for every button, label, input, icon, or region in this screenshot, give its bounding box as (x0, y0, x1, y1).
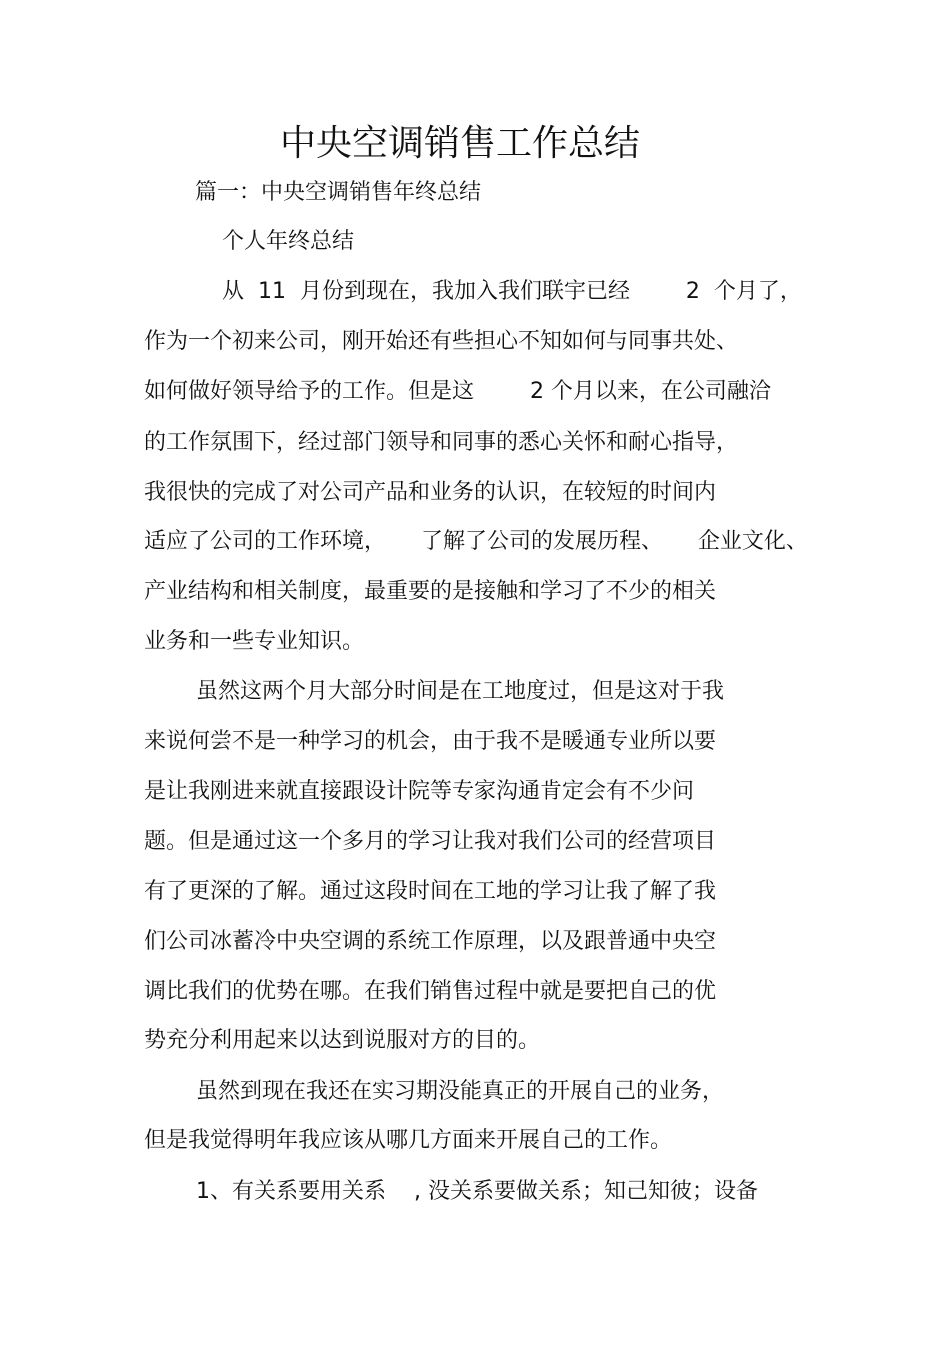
paragraph-line: 有了更深的了解。通过这段时间在工地的学习让我了解了我 (144, 879, 717, 904)
paragraph-line: 题。但是通过这一个多月的学习让我对我们公司的经营项目 (144, 829, 717, 854)
paragraph-line: 势充分利用起来以达到说服对方的目的。 (144, 1028, 541, 1053)
paragraph-line: 是让我刚进来就直接跟设计院等专家沟通肯定会有不少问 (144, 779, 695, 804)
paragraph-line: 产业结构和相关制度，最重要的是接触和学习了不少的相关 (144, 579, 717, 604)
paragraph-line: 从 11 月份到现在，我加入我们联宇已经 2 个月了， (222, 279, 802, 304)
paragraph-line: 作为一个初来公司，刚开始还有些担心不知如何与同事共处、 (144, 329, 739, 354)
paragraph-line: 们公司冰蓄冷中央空调的系统工作原理，以及跟普通中央空 (144, 929, 717, 954)
paragraph-line: 虽然到现在我还在实习期没能真正的开展自己的业务， (196, 1079, 725, 1104)
sub-heading: 个人年终总结 (222, 229, 355, 254)
chapter-heading: 篇一：中央空调销售年终总结 (195, 180, 482, 205)
paragraph-line: 1、有关系要用关系 , 没关系要做关系；知己知彼；设备 (196, 1179, 758, 1204)
paragraph-line: 但是我觉得明年我应该从哪几方面来开展自己的工作。 (144, 1128, 673, 1153)
document-title: 中央空调销售工作总结 (279, 123, 640, 164)
paragraph-line: 虽然这两个月大部分时间是在工地度过，但是这对于我 (196, 679, 725, 704)
paragraph-line: 适应了公司的工作环境， 了解了公司的发展历程、 企业文化、 (144, 529, 808, 554)
paragraph-line: 调比我们的优势在哪。在我们销售过程中就是要把自己的优 (144, 979, 717, 1004)
paragraph-line: 来说何尝不是一种学习的机会，由于我不是暖通专业所以要 (144, 729, 717, 754)
paragraph-line: 的工作氛围下，经过部门领导和同事的悉心关怀和耐心指导， (144, 430, 739, 455)
paragraph-line: 业务和一些专业知识。 (144, 629, 365, 654)
paragraph-line: 我很快的完成了对公司产品和业务的认识，在较短的时间内 (144, 480, 717, 505)
paragraph-line: 如何做好领导给予的工作。但是这 2 个月以来，在公司融洽 (144, 379, 771, 404)
